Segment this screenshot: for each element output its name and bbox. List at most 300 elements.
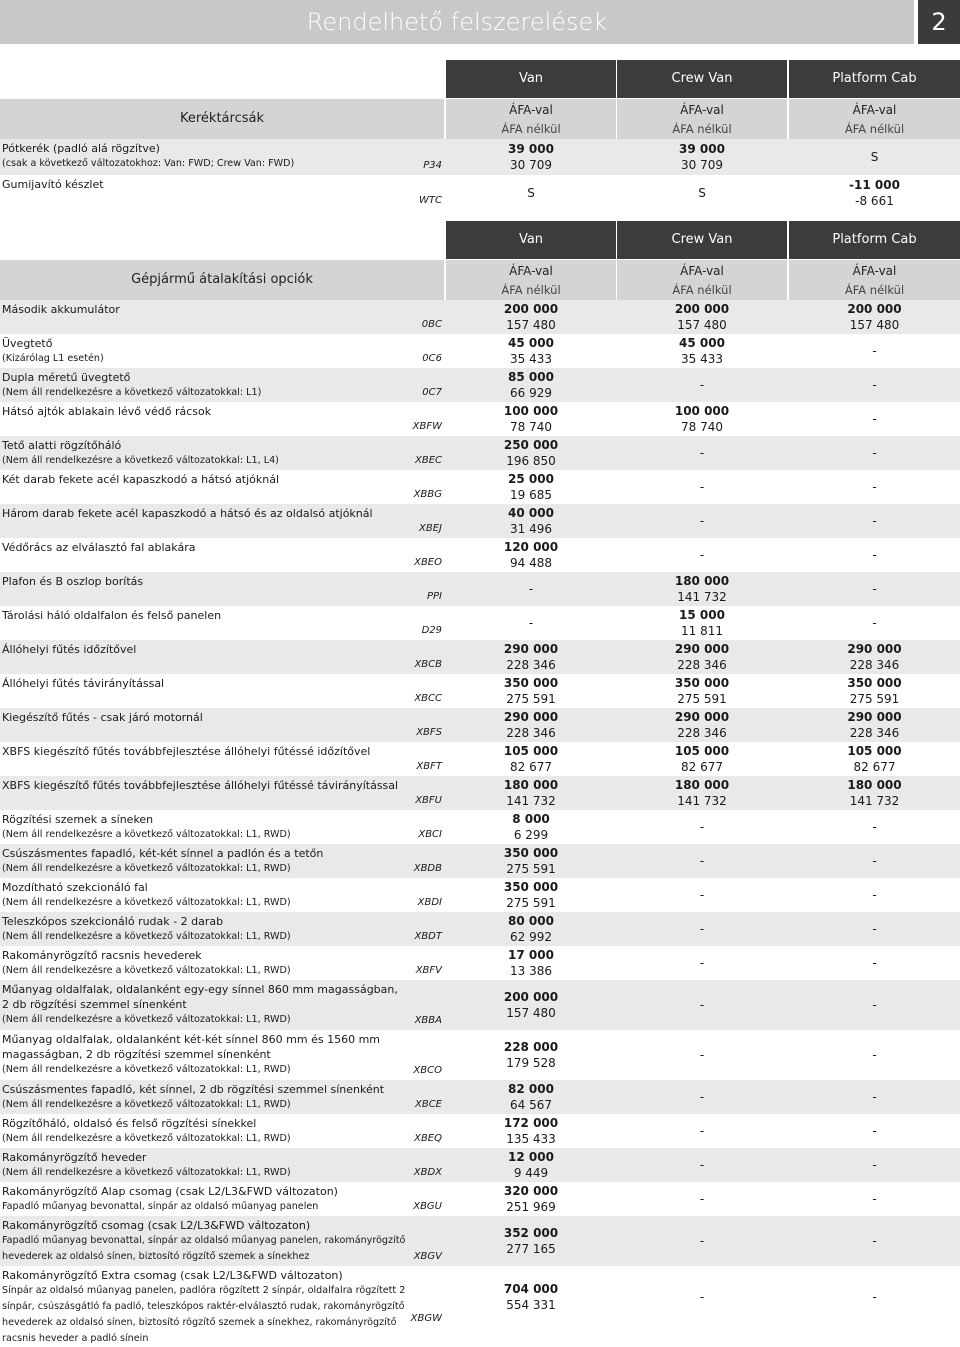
- option-note: (Nem áll rendelkezésre a következő változatokkal: L1, RWD): [2, 1167, 291, 1178]
- option-note: (Nem áll rendelkezésre a következő változatokkal: L1, RWD): [2, 1014, 291, 1025]
- not-available-dash: -: [872, 514, 877, 528]
- price-cell: [446, 301, 616, 333]
- gross-price: 172 000: [503, 1116, 559, 1130]
- option-label: [2, 948, 407, 980]
- net-price-label: ÁFA nélkül: [844, 122, 905, 136]
- gross-price: -11 000: [849, 177, 900, 192]
- net-price: 11 811: [681, 624, 723, 638]
- option-code: XBFT: [416, 761, 442, 772]
- gross-price: 180 000: [674, 574, 730, 588]
- net-price: 30 709: [510, 158, 552, 172]
- price-cell: [446, 1081, 616, 1113]
- price-cell: [446, 743, 616, 775]
- option-note: (Nem áll rendelkezésre a következő változatokkal: L1, RWD): [2, 897, 291, 908]
- gross-price-label: ÁFA-val: [509, 103, 553, 117]
- gross-price-label: ÁFA-val: [509, 264, 553, 278]
- option-name: Állóhelyi fűtés távirányítással: [2, 677, 165, 690]
- option-code: PPI: [426, 591, 442, 602]
- option-note: (Nem áll rendelkezésre a következő változatokkal: L1, RWD): [2, 1133, 291, 1144]
- net-price: -8 661: [855, 193, 894, 208]
- price-cell: [446, 777, 616, 809]
- gross-price: 704 000: [503, 1282, 559, 1296]
- option-code: D29: [421, 625, 442, 636]
- net-price: 78 740: [681, 420, 723, 434]
- price-cell: [446, 913, 616, 945]
- not-available-dash: -: [699, 998, 705, 1012]
- standard-marker: S: [527, 185, 535, 200]
- gross-price: 228 000: [503, 1040, 559, 1054]
- option-name: Műanyag oldalfalak, oldalanként két-két sínnel 860 mm és 1560 mm magasságban, 2 db rögzítési szemmel sínenként: [2, 1033, 381, 1061]
- option-name: Rakományrögzítő heveder: [2, 1151, 147, 1164]
- net-price: 35 433: [510, 352, 552, 366]
- net-price: 157 480: [849, 318, 900, 332]
- option-label: [2, 1150, 407, 1182]
- net-price: 35 433: [681, 352, 723, 366]
- price-label-header: [789, 99, 960, 139]
- option-name: Műanyag oldalfalak, oldalanként egy-egy sínnel 860 mm magasságban, 2 db rögzítési szemmel sínenként: [2, 983, 398, 1011]
- price-cell: [617, 709, 787, 741]
- net-price: 62 992: [510, 930, 552, 944]
- section-title: Gépjármű átalakítási opciók: [0, 260, 444, 300]
- gross-price: 39 000: [508, 142, 554, 156]
- price-cell: [617, 141, 787, 173]
- option-label: [2, 404, 407, 436]
- option-name: Három darab fekete acél kapaszkodó a hátsó és az oldalsó atjóknál: [2, 507, 373, 520]
- option-code: XBFV: [415, 965, 442, 976]
- page-number: 2: [918, 0, 960, 44]
- option-name: Rakományrögzítő csomag (csak L2/L3&FWD változaton): [2, 1219, 311, 1232]
- gross-price: 105 000: [503, 744, 559, 758]
- gross-price: 15 000: [679, 608, 725, 622]
- option-note: Fapadló műanyag bevonattal, sínpár az oldalsó műanyag panelen, rakományrögzítő hevederek az oldalsó sínen, biztosító rögzítő szemek a sínekhez: [2, 1235, 406, 1262]
- option-name: Plafon és B oszlop borítás: [2, 575, 144, 588]
- not-available-dash: -: [699, 1158, 705, 1172]
- gross-price: 290 000: [847, 710, 902, 724]
- price-cell: [617, 675, 787, 707]
- option-note: Sínpár az oldalsó műanyag panelen, padlóra rögzített 2 sínpár, oldalfalra rögzített 2 sínpár, csúszásgátló fa padló, teleszkópos raktér-elválasztó rudak, rakományrögzítő hevederek az oldalsó sínen, biztosító rögzítő szemek a sínekhez, rakományrögzítő racsnis heveder a padló sínein: [2, 1285, 406, 1344]
- not-available-dash: -: [699, 446, 705, 460]
- net-price: 157 480: [677, 318, 727, 332]
- price-label-header: [446, 99, 616, 139]
- not-available-dash: -: [699, 548, 705, 562]
- option-code: XBCC: [414, 693, 442, 704]
- not-available-dash: -: [872, 480, 877, 494]
- option-label: [2, 846, 407, 878]
- gross-price: 352 000: [503, 1226, 559, 1240]
- gross-price: 350 000: [503, 880, 559, 894]
- option-note: (Nem áll rendelkezésre a következő változatokkal: L1, RWD): [2, 931, 291, 942]
- price-cell: [789, 709, 960, 741]
- net-price: 78 740: [510, 420, 552, 434]
- net-price: 277 165: [506, 1242, 556, 1256]
- option-label: [2, 880, 407, 912]
- price-cell: [446, 471, 616, 503]
- price-cell: [789, 301, 960, 333]
- option-code: XBEC: [414, 455, 442, 466]
- not-available-dash: -: [699, 378, 705, 392]
- option-label: [2, 336, 407, 368]
- option-code: 0C6: [422, 353, 442, 364]
- option-label: [2, 1218, 407, 1266]
- not-available-dash: -: [872, 922, 877, 936]
- gross-price-label: ÁFA-val: [852, 103, 897, 117]
- option-note: (Nem áll rendelkezésre a következő változatokkal: L1, RWD): [2, 829, 291, 840]
- option-name: Teleszkópos szekcionáló rudak - 2 darab: [2, 915, 224, 928]
- option-label: [2, 1082, 407, 1114]
- not-available-dash: -: [699, 922, 705, 936]
- gross-price: 85 000: [508, 370, 554, 384]
- option-code: XBDB: [413, 863, 442, 874]
- price-cell: [617, 335, 787, 367]
- option-note: (Nem áll rendelkezésre a következő változatokkal: L1, RWD): [2, 965, 291, 976]
- gross-price: 105 000: [847, 744, 902, 758]
- option-code: XBCB: [414, 659, 442, 670]
- not-available-dash: -: [872, 1090, 877, 1104]
- gross-price: 39 000: [679, 142, 725, 156]
- net-price: 157 480: [506, 318, 556, 332]
- gross-price: 200 000: [674, 302, 730, 316]
- option-label: [2, 744, 407, 776]
- option-note: (csak a következő változatokhoz: Van: FWD; Crew Van: FWD): [2, 158, 295, 169]
- net-price: 228 346: [849, 658, 900, 672]
- section-title: Keréktárcsák: [0, 99, 444, 139]
- net-price: 94 488: [510, 556, 552, 570]
- option-note: (Nem áll rendelkezésre a következő változatokkal: L1, RWD): [2, 863, 291, 874]
- option-name: Rakományrögzítő racsnis hevederek: [2, 949, 202, 962]
- price-cell: [617, 777, 787, 809]
- net-price: 228 346: [506, 658, 556, 672]
- price-cell: [446, 845, 616, 877]
- column-header: Van: [446, 60, 616, 98]
- net-price: 82 677: [510, 760, 552, 774]
- net-price-label: ÁFA nélkül: [672, 283, 732, 297]
- gross-price: 200 000: [503, 990, 559, 1004]
- option-code: XBGV: [413, 1251, 442, 1262]
- price-cell: [446, 1039, 616, 1071]
- net-price: 135 433: [506, 1132, 556, 1146]
- not-available-dash: -: [699, 1124, 705, 1138]
- option-note: (Nem áll rendelkezésre a következő változatokkal: L1): [2, 387, 262, 398]
- price-cell: [446, 1281, 616, 1313]
- net-price: 64 567: [510, 1098, 552, 1112]
- not-available-dash: -: [699, 480, 705, 494]
- price-cell: [617, 573, 787, 605]
- gross-price: 45 000: [679, 336, 725, 350]
- gross-price: 290 000: [674, 710, 730, 724]
- price-label-header: [446, 260, 616, 300]
- not-available-dash: -: [872, 1124, 877, 1138]
- price-cell: [446, 539, 616, 571]
- option-name: Második akkumulátor: [2, 303, 120, 316]
- price-cell: [617, 743, 787, 775]
- price-cell: [446, 641, 616, 673]
- option-name: Üvegtető: [2, 337, 53, 350]
- option-name: Tető alatti rögzítőháló: [2, 439, 122, 452]
- gross-price: 45 000: [508, 336, 554, 350]
- option-label: [2, 506, 407, 538]
- option-code: XBGU: [413, 1201, 442, 1212]
- net-price: 228 346: [677, 726, 727, 740]
- gross-price: 25 000: [508, 472, 554, 486]
- net-price: 275 591: [506, 692, 556, 706]
- net-price: 554 331: [506, 1298, 556, 1312]
- net-price-label: ÁFA nélkül: [672, 122, 732, 136]
- column-header: Crew Van: [617, 221, 787, 259]
- price-label-header: [617, 260, 787, 300]
- gross-price: 8 000: [512, 812, 550, 826]
- column-header: Platform Cab: [789, 221, 960, 259]
- price-cell: [617, 607, 787, 639]
- net-price: 196 850: [506, 454, 556, 468]
- net-price-label: ÁFA nélkül: [844, 283, 905, 297]
- price-cell: [446, 879, 616, 911]
- option-label: [2, 676, 407, 708]
- standard-marker: S: [698, 185, 706, 200]
- gross-price: 350 000: [503, 846, 559, 860]
- price-cell: [617, 403, 787, 435]
- price-cell: [446, 675, 616, 707]
- page-title: Rendelhető felszerelések: [306, 8, 608, 36]
- column-header: Platform Cab: [789, 60, 960, 98]
- net-price: 141 732: [849, 794, 900, 808]
- not-available-dash: -: [699, 514, 705, 528]
- price-cell: [617, 301, 787, 333]
- option-note: Fapadló műanyag bevonattal, sínpár az oldalsó műanyag panelen: [2, 1201, 319, 1212]
- gross-price: 290 000: [503, 642, 559, 656]
- option-code: XBCI: [418, 829, 442, 840]
- option-name: Rakományrögzítő Extra csomag (csak L2/L3&FWD változaton): [2, 1269, 343, 1282]
- net-price: 179 528: [506, 1056, 556, 1070]
- option-code: XBEJ: [419, 523, 442, 534]
- option-note: (Nem áll rendelkezésre a következő változatokkal: L1, RWD): [2, 1099, 291, 1110]
- gross-price: 320 000: [503, 1184, 559, 1198]
- not-available-dash: -: [699, 1290, 705, 1304]
- option-name: Tárolási háló oldalfalon és felső panelen: [2, 609, 222, 622]
- price-cell: [789, 177, 960, 209]
- option-name: Állóhelyi fűtés időzítővel: [2, 643, 137, 656]
- not-available-dash: -: [872, 854, 877, 868]
- price-cell: [789, 743, 960, 775]
- price-cell: [789, 641, 960, 673]
- price-cell: [446, 1225, 616, 1257]
- option-name: Csúszásmentes fapadló, két-két sínnel a padlón és a tetőn: [2, 847, 324, 860]
- not-available-dash: -: [872, 956, 877, 970]
- not-available-dash: -: [872, 616, 877, 630]
- net-price: 82 677: [853, 760, 896, 774]
- gross-price: 12 000: [508, 1150, 554, 1164]
- not-available-dash: -: [872, 1290, 877, 1304]
- price-cell: [446, 1149, 616, 1181]
- gross-price: 350 000: [503, 676, 559, 690]
- net-price: 66 929: [510, 386, 552, 400]
- not-available-dash: -: [872, 1048, 877, 1062]
- gross-price-label: ÁFA-val: [680, 103, 724, 117]
- not-available-dash: -: [872, 1234, 877, 1248]
- option-name: Kiegészítő fűtés - csak járó motornál: [2, 711, 203, 724]
- option-name: Pótkerék (padló alá rögzítve): [2, 142, 160, 155]
- net-price: 141 732: [506, 794, 556, 808]
- net-price: 275 591: [849, 692, 900, 706]
- not-available-dash: -: [699, 956, 705, 970]
- option-label: [2, 177, 407, 210]
- price-cell: [446, 505, 616, 537]
- not-available-dash: -: [528, 616, 534, 630]
- gross-price: 180 000: [674, 778, 730, 792]
- gross-price: 200 000: [503, 302, 559, 316]
- gross-price: 100 000: [674, 404, 730, 418]
- not-available-dash: -: [699, 820, 705, 834]
- price-cell: [789, 675, 960, 707]
- option-name: XBFS kiegészítő fűtés továbbfejlesztése állóhelyi fűtéssé időzítővel: [2, 745, 371, 758]
- option-code: XBEO: [414, 557, 442, 568]
- price-cell: [446, 709, 616, 741]
- net-price: 30 709: [681, 158, 723, 172]
- net-price: 6 299: [513, 828, 549, 842]
- not-available-dash: -: [872, 446, 877, 460]
- option-note: (Nem áll rendelkezésre a következő változatokkal: L1, L4): [2, 455, 279, 466]
- option-code: XBCE: [414, 1099, 442, 1110]
- option-note: (Kizárólag L1 esetén): [2, 353, 104, 364]
- option-code: XBFS: [416, 727, 442, 738]
- option-label: [2, 608, 407, 640]
- net-price: 157 480: [506, 1006, 556, 1020]
- option-label: [2, 710, 407, 742]
- not-available-dash: -: [528, 582, 534, 596]
- option-code: XBFW: [412, 421, 442, 432]
- column-header: Crew Van: [617, 60, 787, 98]
- option-label: [2, 472, 407, 504]
- option-name: Rögzítési szemek a síneken: [2, 813, 154, 826]
- net-price: 141 732: [677, 794, 727, 808]
- option-label: [2, 438, 407, 470]
- option-code: 0C7: [422, 387, 442, 398]
- option-name: Két darab fekete acél kapaszkodó a hátsó atjóknál: [2, 473, 280, 486]
- option-code: XBBA: [414, 1015, 442, 1026]
- gross-price-label: ÁFA-val: [680, 264, 724, 278]
- option-label: [2, 778, 407, 810]
- price-label-header: [789, 260, 960, 300]
- price-cell: [789, 777, 960, 809]
- not-available-dash: -: [872, 820, 877, 834]
- not-available-dash: -: [872, 344, 877, 358]
- option-code: XBDI: [417, 897, 442, 908]
- net-price: 275 591: [506, 862, 556, 876]
- price-cell: [446, 369, 616, 401]
- gross-price: 290 000: [503, 710, 559, 724]
- price-cell: [446, 141, 616, 173]
- option-label: [2, 1268, 407, 1344]
- option-label: [2, 1116, 407, 1148]
- option-code: XBDT: [414, 931, 442, 942]
- option-label: [2, 914, 407, 946]
- option-label: [2, 141, 407, 175]
- not-available-dash: -: [699, 1090, 705, 1104]
- gross-price: 120 000: [503, 540, 559, 554]
- price-cell: [446, 811, 616, 843]
- option-name: Hátsó ajtók ablakain lévő védő rácsok: [2, 405, 212, 418]
- gross-price-label: ÁFA-val: [852, 264, 897, 278]
- net-price: 275 591: [677, 692, 727, 706]
- option-name: XBFS kiegészítő fűtés továbbfejlesztése állóhelyi fűtéssé távirányítással: [2, 779, 399, 792]
- gross-price: 180 000: [503, 778, 559, 792]
- option-code: WTC: [419, 195, 442, 206]
- gross-price: 80 000: [508, 914, 554, 928]
- not-available-dash: -: [699, 888, 705, 902]
- option-label: [2, 302, 407, 334]
- option-name: Dupla méretű üvegtető: [2, 371, 131, 384]
- net-price: 228 346: [849, 726, 900, 740]
- not-available-dash: -: [872, 998, 877, 1012]
- price-cell: [446, 437, 616, 469]
- option-name: Mozdítható szekcionáló fal: [2, 881, 148, 894]
- price-cell: [446, 335, 616, 367]
- option-label: [2, 1032, 407, 1080]
- option-code: XBBG: [413, 489, 442, 500]
- not-available-dash: -: [872, 412, 877, 426]
- gross-price: 290 000: [674, 642, 730, 656]
- not-available-dash: -: [699, 1192, 705, 1206]
- gross-price: 350 000: [674, 676, 730, 690]
- not-available-dash: -: [872, 582, 877, 596]
- gross-price: 180 000: [847, 778, 902, 792]
- option-label: [2, 1184, 407, 1216]
- option-code: XBCO: [413, 1065, 442, 1076]
- option-name: Csúszásmentes fapadló, két sínnel, 2 db rögzítési szemmel sínenként: [2, 1083, 385, 1096]
- not-available-dash: -: [872, 378, 877, 392]
- option-code: XBEQ: [414, 1133, 442, 1144]
- net-price: 19 685: [510, 488, 552, 502]
- net-price: 31 496: [510, 522, 552, 536]
- price-cell: [446, 403, 616, 435]
- price-cell: [446, 1183, 616, 1215]
- gross-price: 82 000: [508, 1082, 554, 1096]
- net-price: 251 969: [506, 1200, 556, 1214]
- price-cell: [446, 947, 616, 979]
- net-price-label: ÁFA nélkül: [501, 283, 561, 297]
- gross-price: 290 000: [847, 642, 902, 656]
- option-name: Rögzítőháló, oldalsó és felső rögzítési sínekkel: [2, 1117, 257, 1130]
- not-available-dash: -: [699, 1234, 705, 1248]
- net-price: 228 346: [506, 726, 556, 740]
- option-code: XBFU: [415, 795, 442, 806]
- net-price: 9 449: [513, 1166, 549, 1180]
- column-header: Van: [446, 221, 616, 259]
- price-cell: [446, 1115, 616, 1147]
- gross-price: 350 000: [847, 676, 902, 690]
- price-label-header: [617, 99, 787, 139]
- option-name: Gumijavító készlet: [2, 178, 104, 191]
- standard-marker: S: [870, 150, 879, 164]
- option-label: [2, 812, 407, 844]
- price-cell: [446, 989, 616, 1021]
- net-price: 141 732: [677, 590, 727, 604]
- gross-price: 250 000: [503, 438, 559, 452]
- not-available-dash: -: [872, 888, 877, 902]
- option-label: [2, 574, 407, 606]
- net-price: 228 346: [677, 658, 727, 672]
- gross-price: 105 000: [674, 744, 730, 758]
- not-available-dash: -: [872, 1158, 877, 1172]
- option-name: Rakományrögzítő Alap csomag (csak L2/L3&FWD változaton): [2, 1185, 338, 1198]
- option-label: [2, 540, 407, 572]
- price-cell: [617, 641, 787, 673]
- option-code: XBGW: [410, 1313, 442, 1324]
- option-name: Védőrács az elválasztó fal ablakára: [2, 541, 196, 554]
- not-available-dash: -: [872, 1192, 877, 1206]
- gross-price: 40 000: [508, 506, 554, 520]
- gross-price: 200 000: [847, 302, 902, 316]
- option-note: (Nem áll rendelkezésre a következő változatokkal: L1, RWD): [2, 1064, 291, 1075]
